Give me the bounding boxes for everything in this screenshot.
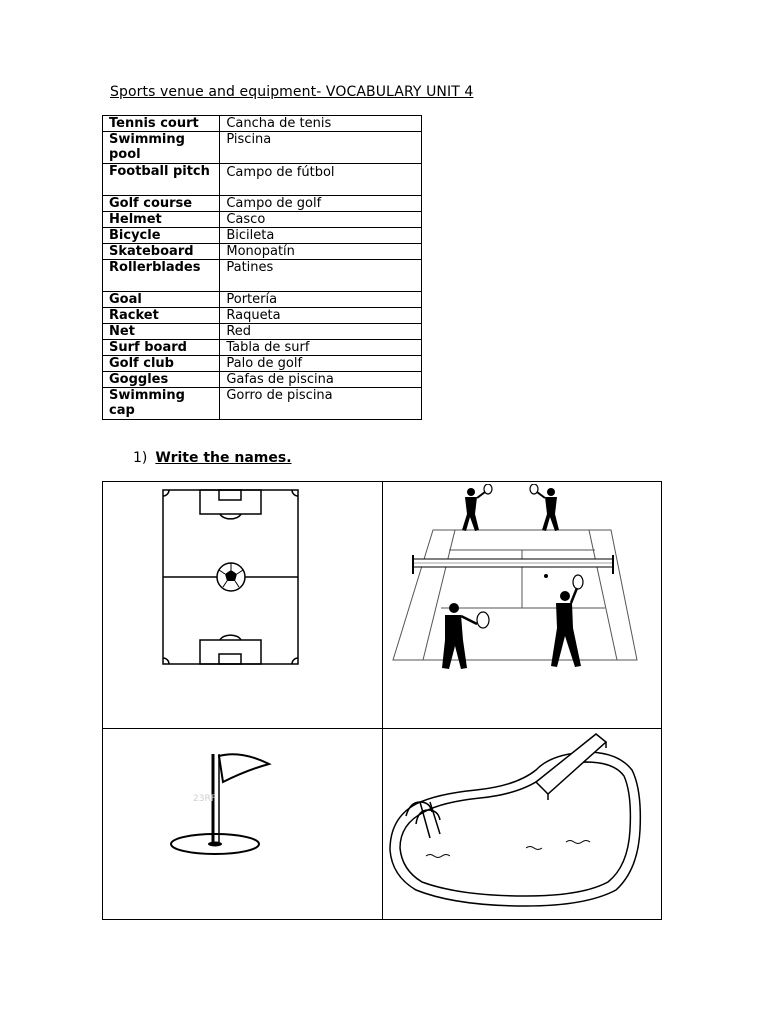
english-term: Rollerblades	[103, 260, 220, 292]
table-row	[103, 212, 422, 228]
english-term: Surf board	[103, 340, 220, 356]
exercise-number: 1)	[133, 450, 148, 466]
english-term: Tennis court	[103, 116, 220, 132]
table-row	[103, 244, 422, 260]
watermark-text: 23RF	[193, 794, 216, 804]
english-term: Racket	[103, 308, 220, 324]
spanish-term: Gafas de piscina	[220, 372, 422, 388]
swimming-pool-icon	[386, 730, 660, 916]
english-term: Bicycle	[103, 228, 220, 244]
table-row	[103, 116, 422, 132]
english-term: Skateboard	[103, 244, 220, 260]
table-row	[103, 260, 422, 292]
spanish-term: Palo de golf	[220, 356, 422, 372]
table-row	[103, 356, 422, 372]
english-term: Football pitch	[103, 164, 220, 196]
tennis-court-icon	[391, 484, 657, 676]
table-row	[103, 324, 422, 340]
vocabulary-table	[102, 115, 422, 420]
spanish-term: Tabla de surf	[220, 340, 422, 356]
spanish-term: Campo de golf	[220, 196, 422, 212]
english-term: Goggles	[103, 372, 220, 388]
exercise-heading	[133, 450, 292, 466]
table-row	[103, 292, 422, 308]
english-term: Helmet	[103, 212, 220, 228]
spanish-term: Raqueta	[220, 308, 422, 324]
english-term: Goal	[103, 292, 220, 308]
english-term: Swimming pool	[103, 132, 220, 164]
spanish-term: Patines	[220, 260, 422, 292]
spanish-term: Cancha de tenis	[220, 116, 422, 132]
english-term: Golf club	[103, 356, 220, 372]
spanish-term: Campo de fútbol	[220, 164, 422, 196]
english-term: Swimming cap	[103, 388, 220, 420]
spanish-term: Portería	[220, 292, 422, 308]
table-row	[103, 308, 422, 324]
table-row	[103, 132, 422, 164]
table-row	[103, 196, 422, 212]
table-row	[103, 164, 422, 196]
table-row	[103, 372, 422, 388]
table-row	[103, 388, 422, 420]
table-row	[103, 228, 422, 244]
page-title: Sports venue and equipment- VOCABULARY UNIT 4	[110, 84, 474, 100]
table-row	[103, 340, 422, 356]
spanish-term: Bicileta	[220, 228, 422, 244]
spanish-term: Casco	[220, 212, 422, 228]
football-pitch-icon	[161, 488, 301, 666]
spanish-term: Gorro de piscina	[220, 388, 422, 420]
exercise-instruction: Write the names.	[155, 450, 292, 466]
picture-grid	[102, 481, 662, 920]
spanish-term: Piscina	[220, 132, 422, 164]
english-term: Net	[103, 324, 220, 340]
spanish-term: Red	[220, 324, 422, 340]
spanish-term: Monopatín	[220, 244, 422, 260]
golf-flag-icon	[153, 744, 333, 894]
english-term: Golf course	[103, 196, 220, 212]
